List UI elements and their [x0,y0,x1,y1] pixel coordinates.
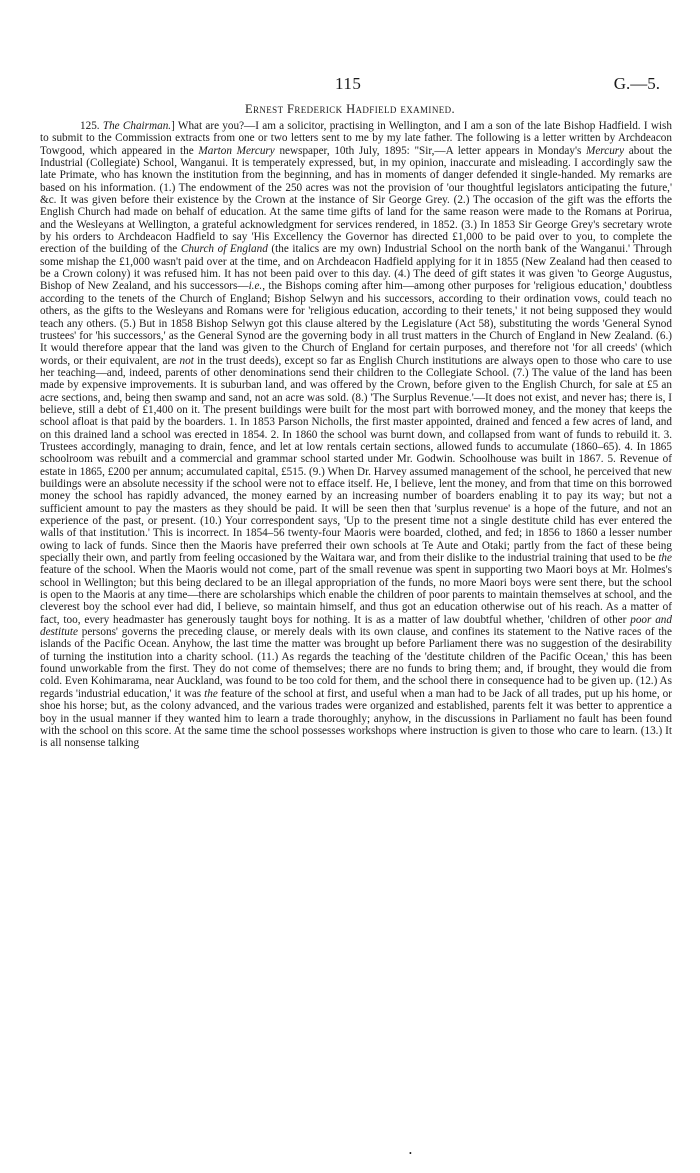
text-run: about the Industrial (Collegiate) School, Wanganui. It is temperately expressed, but, in my opinion, inaccurate and misleading. I accordingly saw the late Primate, who has known the institution from the beginning, and has in moments of danger defended it single-handed. My remarks are based on his information. (1.) The endowment of the 250 acres was not the provision of 'our thoughtful legislators anticipating the future,' &c. It was given before their existence by the Crown at the instance of Sir George Grey. (2.) The occasion of the gift was the efforts the English Church had made on behalf of education. At the same time gifts of land for the same reason were made to the Romans at Porirua, and the Wesleyans at Wellington, a grateful acknowledgment for services rendered, in 1852. (3.) In 1853 Sir George Grey's secretary wrote by his orders to Archdeacon Hadfield to say 'His Excellency the Governor has directed £1,000 to be paid over to you, to complete the erection of the building of the [40,144,672,256]
italic-run: poor and destitute [40,613,672,639]
italic-run: Church of England [180,243,268,256]
text-run: feature of the school. When the Maoris would not come, part of the small revenue was spent in supporting two Maori boys at Mr. Holmes's school in Wellington; but this being declared to be an illegal appropriation of the funds, no more Maori boys were sent there, but the school is open to the Maoris at any time—there are scholarships which enable the children of poor parents to maintain themselves at school, and the cleverest boy the school ever had did, I believe, so maintain himself, and thus got an education otherwise out of his reach. As a matter of fact, too, every headmaster has generously taught boys for nothing. It is as a matter of law doubtful whether, 'children of other [40,564,672,626]
text-run: , the Bishops coming after him—among other purposes for 'religious education,' doubtless according to the tenets of the Church of England; Bishop Selwyn and his successors, according to their ordination vows, could teach no others, as the gifts to the Wesleyans and Romans were for 'religious education, according to their tenets,' it not being supposed they would teach any others. (5.) But in 1858 Bishop Selwyn got this clause altered by the Legislature (Act 58), substituting the words 'General Synod trustees' for 'his successors,' as the General Synod are the governing body in all trust matters in the Church of England in New Zealand. (6.) It would therefore appear that the land was given to the Church of England for certain purposes, and therefore not 'for all creeds' (which words, or their equivalent, are [40,280,672,367]
text-run: newspaper, 10th July, 1895: "Sir,—A letter appears in Monday's [274,144,586,157]
text-run: feature of the school at first, and useful when a man had to be Jack of all trades, put up his home, or shoe his horse; but, as the colony advanced, and the various trades were organized and established, parents felt it was better to apprentice a boy in the usual manner if they wanted him to learn a trade thoroughly; anyhow, in the discussions in Parliament no fault has been found with the school on this score. At the same time the school possesses workshops where instruction is given to those who care to learn. (13.) It is all nonsense talking [40,687,672,750]
witness-heading: Ernest Frederick Hadfield examined. [244,102,456,116]
italic-run: i.e. [248,280,263,293]
footer-mark: • [409,1149,412,1158]
text-run: 125. [80,120,103,132]
italic-run: Mercury [586,144,625,157]
italic-run: The Chairman. [102,120,172,132]
text-run: (the italics are my own) Industrial School on the north bank of the Wanganui.' Through some mishap the £1,000 wasn't paid over at the time, and on Archdeacon Hadfield applying for it in 1855 (New Zealand had then ceased to be a Crown colony) it was refused him. It has not been paid over to this day. (4.) The deed of gift states it was given 'to George Augustus, Bishop of New Zealand, and his successors— [40,243,672,293]
page-number: 115 [335,74,362,93]
testimony-paragraph [40,120,672,750]
italic-run: Marton Mercury [198,144,275,157]
text-run: persons' governs the preceding clause, or merely deals with its own clause, and confines its statement to the Native races of the islands of the Pacific Ocean. Anyhow, the last time the matter was brought up before Parliament there was no suggestion of the desirability of turning the institution into a charity school. (11.) As regards the teaching of the 'destitute children of the Pacific Ocean,' this has been found unworkable from the first. They do not come of themselves; there are no funds to bring them; and, if brought, they would die from cold. Even Kohimarama, near Auckland, was found to be too cold for them, and the school there in consequence had to be given up. (12.) As regards 'industrial education,' it was [40,626,672,700]
testimony-body [40,120,672,1150]
text-run: in the trust deeds), except so far as English Church institutions are always open to those who care to use her teaching—and, indeed, parents of other denominations send their children to the Collegiate School. (7.) The value of the land has been made by expensive improvements. It is suburban land, and was offered by the Crown, before given to the English Church, for sale at £5 an acre sections, and, being then swamp and sand, not an acre was sold. (8.) 'The Surplus Revenue.'—It does not exist, and never has; there is, I believe, still a debt of £1,400 on it. The present buildings were built for the most part with borrowed money, and the money that keeps the school afloat is that paid by the boarders. 1. In 1853 Parson Nicholls, the first master appointed, drained and fenced a few acres of land, and on this drained land a school was erected in 1854. 2. In 1860 the school was burnt down, and collapsed from want of funds to rebuild it. 3. Trustees accordingly, managing to drain, fence, and let at low rentals certain sections, allowed funds to accumulate (1860–65). 4. In 1865 schoolroom was rebuilt and a commercial and grammar school started under Mr. Godwin. Schoolhouse was built in 1867. 5. Revenue of estate in 1865, £200 per annum; accumulated capital, £515. (9.) When Dr. Harvey assumed management of the school, he perceived that new buildings were an absolute necessity if the school were not to efface itself. He, I believe, lent the money, and from that time on this borrowed money the school has rapidly advanced, the money earned by an increasing number of boarders enabling it to pay its way; but not a sufficient amount to pay the masters as they should be paid. It will be seen then that 'surplus revenue' is a hope of the future, and not an experience of the past, or present. (10.) Your correspondent says, 'Up to the present time not a single destitute child has ever entered the walls of that institution.' This is incorrect. In 1854–56 twenty-four Maoris were boarded, clothed, and fed; in 1856 to 1860 a lesser number owing to lack of funds. Since then the Maoris have preferred their own schools at Te Aute and Otaki; partly from the fact of these being specially their own, and partly from feeling occasioned by the Waitara war, and from their dislike to the industrial training that used to be [40,354,672,565]
italic-run: the [658,552,672,565]
italic-run: the [204,687,218,700]
italic-run: not [179,354,194,367]
text-run: ] What are you?—I am a solicitor, practising in Wellington, and I am a son of the late Bishop Hadfield. I wish to submit to the Commission extracts from one or two letters sent to me by my late father. The following is a letter written by Archdeacon Towgood, which appeared in the [40,120,672,157]
document-reference: G.—5. [613,74,660,93]
